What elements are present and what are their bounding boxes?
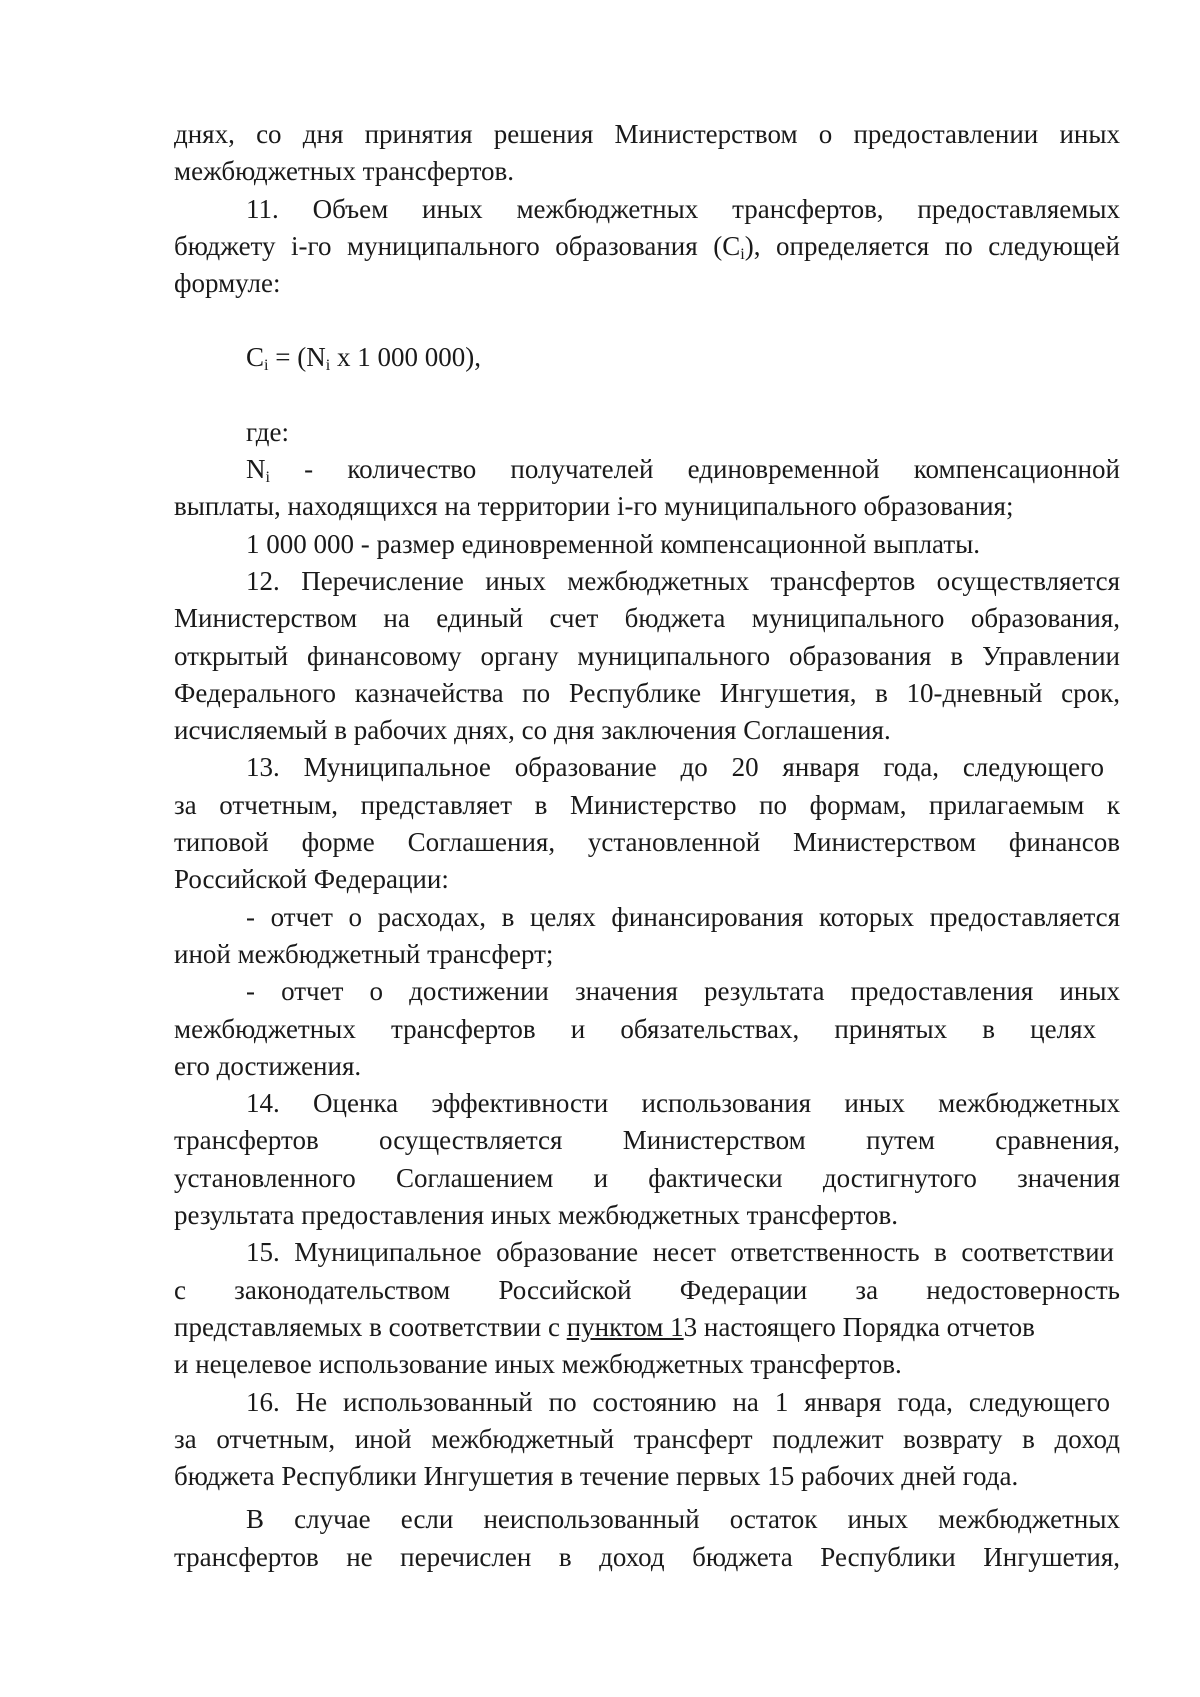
formula-sub-n: i — [325, 356, 331, 375]
paragraph-17-line-1: В случае если неиспользованный остаток иных межбюджетных — [246, 1504, 1120, 1535]
paragraph-13-item-2-line-1: - отчет о достижении значения результата предоставления иных — [246, 976, 1120, 1007]
paragraph-16-line-2: за отчетным, иной межбюджетный трансферт подлежит возврату в доход — [174, 1423, 1120, 1454]
paragraph-11-line-2 — [174, 228, 1120, 265]
paragraph-10-line-2: межбюджетных трансфертов. — [174, 156, 515, 187]
paragraph-14-line-3: установленного Соглашением и фактически достигнутого значения — [174, 1162, 1120, 1193]
paragraph-15-line-2: с законодательством Российской Федерации за недостоверность — [174, 1274, 1120, 1305]
paragraph-11-text-b: ), определяется по следующей — [744, 230, 1120, 261]
definition-n-sub: i — [265, 468, 270, 487]
paragraph-15-line-4: и нецелевое использование иных межбюджетных трансфертов. — [174, 1349, 902, 1380]
formula — [174, 339, 1120, 376]
paragraph-14-line-1: 14. Оценка эффективности использования иных межбюджетных — [246, 1088, 1120, 1119]
paragraph-16-line-3: бюджета Республики Ингушетия в течение первых 15 рабочих дней года. — [174, 1461, 1019, 1492]
paragraph-13-line-2: за отчетным, представляет в Министерство по формам, прилагаемым к — [174, 789, 1120, 820]
where-label: где: — [246, 416, 289, 447]
paragraph-12-line-2: Министерством на единый счет бюджета муниципального образования, — [174, 603, 1120, 634]
paragraph-15-text-b: 3 настоящего Порядка отчетов — [683, 1311, 1035, 1342]
definition-n-text: - количество получателей единовременной компенсационной — [270, 454, 1120, 485]
paragraph-13-item-2-line-2: межбюджетных трансфертов и обязательствах, принятых в целях — [174, 1013, 1096, 1044]
paragraph-11-line-1: 11. Объем иных межбюджетных трансфертов, предоставляемых — [246, 193, 1120, 224]
paragraph-13-item-1-line-2: иной межбюджетный трансферт; — [174, 938, 554, 969]
formula-rhs: x 1 000 000), — [330, 342, 481, 373]
paragraph-15-line-3 — [174, 1309, 1120, 1346]
definition-n-line-2: выплаты, находящихся на территории i-го муниципального образования; — [174, 491, 1014, 522]
paragraph-17-line-2: трансфертов не перечислен в доход бюджета Республики Ингушетия, — [174, 1541, 1120, 1572]
definition-n-line-1 — [174, 451, 1120, 488]
formula-lhs: C — [246, 342, 265, 373]
paragraph-11-line-3: формуле: — [174, 268, 281, 299]
paragraph-15-text-a: представляемых в соответствии с — [174, 1311, 567, 1342]
paragraph-10-line-1: днях, со дня принятия решения Министерством о предоставлении иных — [174, 119, 1120, 149]
paragraph-16-line-1: 16. Не использованный по состоянию на 1 января года, следующего — [246, 1386, 1110, 1417]
definition-amount: 1 000 000 - размер единовременной компенсационной выплаты. — [246, 528, 981, 559]
paragraph-12-line-5: исчисляемый в рабочих днях, со дня заключения Соглашения. — [174, 715, 891, 746]
paragraph-13-item-1-line-1: - отчет о расходах, в целях финансирования которых предоставляется — [246, 901, 1120, 932]
document-body — [174, 116, 1120, 1576]
formula-sub-c: i — [264, 356, 269, 375]
paragraph-13-line-4: Российской Федерации: — [174, 864, 449, 895]
paragraph-13-item-2-line-3: его достижения. — [174, 1050, 362, 1081]
definition-n-symbol: N — [246, 454, 266, 485]
subscript-i: i — [740, 244, 745, 263]
paragraph-11-text-a: бюджету i-го муниципального образования (C — [174, 230, 741, 261]
paragraph-15-line-1: 15. Муниципальное образование несет ответственность в соответствии — [246, 1237, 1114, 1268]
paragraph-13-line-1: 13. Муниципальное образование до 20 января года, следующего — [246, 752, 1104, 783]
paragraph-13-line-3: типовой форме Соглашения, установленной Министерством финансов — [174, 827, 1120, 858]
paragraph-14-line-4: результата предоставления иных межбюджетных трансфертов. — [174, 1200, 899, 1231]
paragraph-12-line-4: Федерального казначейства по Республике Ингушетия, в 10-дневный срок, — [174, 677, 1120, 708]
paragraph-12-line-1: 12. Перечисление иных межбюджетных трансфертов осуществляется — [246, 565, 1120, 596]
paragraph-14-line-2: трансфертов осуществляется Министерством путем сравнения, — [174, 1125, 1120, 1156]
paragraph-13-link[interactable]: пунктом 1 — [566, 1311, 684, 1342]
paragraph-12-line-3: открытый финансовому органу муниципального образования в Управлении — [174, 640, 1120, 671]
formula-eq: = (N — [268, 342, 326, 373]
